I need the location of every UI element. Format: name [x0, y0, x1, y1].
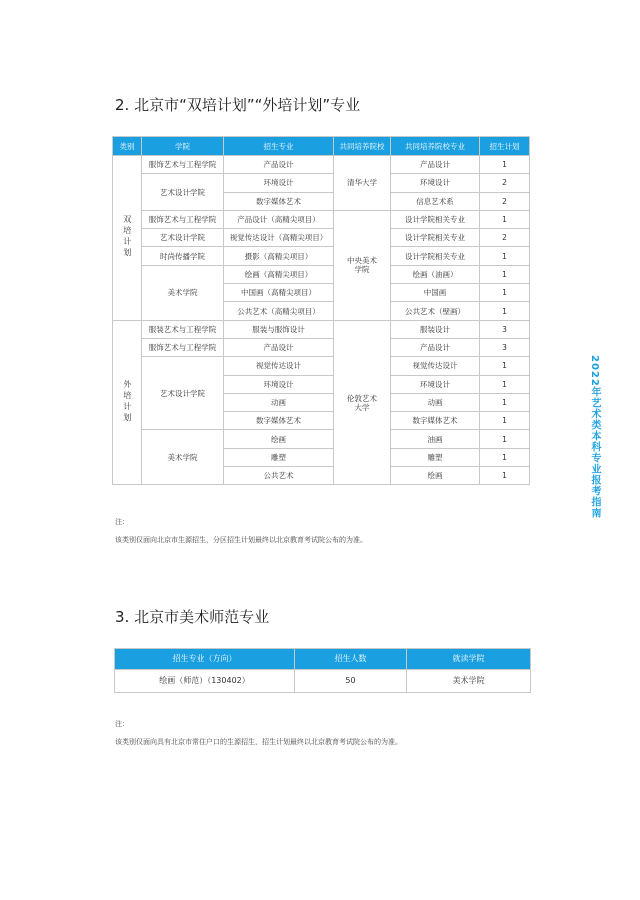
- college-cell: 艺术设计学院: [142, 357, 224, 430]
- table-row: [113, 357, 530, 375]
- art-teacher-table: [114, 648, 531, 693]
- major-cell: 视觉传达设计: [224, 357, 334, 375]
- partner-major-cell: 产品设计: [391, 156, 480, 174]
- note-label-1: 注：: [115, 518, 129, 526]
- header-quota: 招生计划: [480, 137, 530, 156]
- quota-cell: 1: [480, 265, 530, 283]
- college-cell: 艺术设计学院: [142, 174, 224, 211]
- partner-cell: [334, 320, 391, 485]
- quota-cell: 1: [480, 210, 530, 228]
- major-cell: 产品设计（高精尖项目）: [224, 210, 334, 228]
- quota-cell: 1: [480, 467, 530, 485]
- table-header-row: [113, 137, 530, 156]
- side-guide-title: 2022年艺术类本科专业报考指南: [589, 355, 600, 519]
- major-cell: 视觉传达设计（高精尖项目）: [224, 229, 334, 247]
- partner-major-cell: 信息艺术系: [391, 192, 480, 210]
- header-major: 招生专业（方向）: [115, 649, 295, 670]
- category-label: 外培计划: [122, 379, 132, 424]
- college-cell: 服饰艺术与工程学院: [142, 338, 224, 356]
- partner-major-cell: 动画: [391, 393, 480, 411]
- partner-major-cell: 中国画: [391, 284, 480, 302]
- category-label: 双培计划: [122, 214, 132, 259]
- major-cell: 摄影（高精尖项目）: [224, 247, 334, 265]
- major-cell: 公共艺术（高精尖项目）: [224, 302, 334, 320]
- partner-major-cell: 绘画: [391, 467, 480, 485]
- quota-cell: 1: [480, 430, 530, 448]
- table-row: [113, 338, 530, 356]
- partner-cell: [334, 210, 391, 320]
- college-cell: 服饰艺术与工程学院: [142, 156, 224, 174]
- partner-major-cell: 设计学院相关专业: [391, 210, 480, 228]
- major-cell: 雕塑: [224, 448, 334, 466]
- quota-cell: 2: [480, 229, 530, 247]
- header-count: 招生人数: [295, 649, 407, 670]
- category-cell: [113, 156, 142, 321]
- quota-cell: 1: [480, 412, 530, 430]
- table-row: [113, 229, 530, 247]
- note-text-1: 该类别仅面向北京市生源招生，分区招生计划最终以北京教育考试院公布的为准。: [115, 536, 367, 544]
- table-row: [113, 210, 530, 228]
- quota-cell: 3: [480, 338, 530, 356]
- major-cell: 绘画: [224, 430, 334, 448]
- major-cell: 环境设计: [224, 375, 334, 393]
- college-cell: 服饰艺术与工程学院: [142, 210, 224, 228]
- table-row: [113, 265, 530, 283]
- partner-major-cell: 雕塑: [391, 448, 480, 466]
- major-cell: 数字媒体艺术: [224, 412, 334, 430]
- note-text-2: 该类别仅面向具有北京市常住户口的生源招生，招生计划最终以北京教育考试院公布的为准。: [115, 738, 402, 746]
- table-row: [113, 430, 530, 448]
- partner-cell: 清华大学: [334, 156, 391, 211]
- partner-major-cell: 设计学院相关专业: [391, 229, 480, 247]
- header-partner-major: 共同培养院校专业: [391, 137, 480, 156]
- quota-cell: 1: [480, 247, 530, 265]
- header-college: 就读学院: [407, 649, 531, 670]
- quota-cell: 1: [480, 284, 530, 302]
- section-title-1: 2. 北京市“双培计划”“外培计划”专业: [115, 96, 361, 114]
- section-title-2: 3. 北京市美术师范专业: [115, 608, 270, 626]
- major-cell: 产品设计: [224, 338, 334, 356]
- partner-label: 中央美术学院: [347, 256, 377, 275]
- major-cell: 数字媒体艺术: [224, 192, 334, 210]
- table-row: [113, 174, 530, 192]
- partner-major-cell: 公共艺术（壁画）: [391, 302, 480, 320]
- table-row: [113, 156, 530, 174]
- table-row: [113, 320, 530, 338]
- partner-major-cell: 油画: [391, 430, 480, 448]
- college-cell: 美术学院: [407, 670, 531, 693]
- table-row: [113, 247, 530, 265]
- header-major: 招生专业: [224, 137, 334, 156]
- quota-cell: 1: [480, 448, 530, 466]
- table-header-row: [115, 649, 531, 670]
- header-category: 类别: [113, 137, 142, 156]
- quota-cell: 1: [480, 375, 530, 393]
- major-cell: 服装与服饰设计: [224, 320, 334, 338]
- quota-cell: 1: [480, 393, 530, 411]
- major-cell: 公共艺术: [224, 467, 334, 485]
- college-cell: 服装艺术与工程学院: [142, 320, 224, 338]
- college-cell: 美术学院: [142, 430, 224, 485]
- quota-cell: 2: [480, 192, 530, 210]
- table-row: [115, 670, 531, 693]
- partner-major-cell: 设计学院相关专业: [391, 247, 480, 265]
- partner-major-cell: 产品设计: [391, 338, 480, 356]
- college-cell: 美术学院: [142, 265, 224, 320]
- major-cell: 环境设计: [224, 174, 334, 192]
- quota-cell: 3: [480, 320, 530, 338]
- major-cell: 中国画（高精尖项目）: [224, 284, 334, 302]
- header-college: 学院: [142, 137, 224, 156]
- note-label-2: 注：: [115, 720, 129, 728]
- quota-cell: 1: [480, 357, 530, 375]
- major-cell: 产品设计: [224, 156, 334, 174]
- partner-major-cell: 环境设计: [391, 375, 480, 393]
- quota-cell: 1: [480, 156, 530, 174]
- count-cell: 50: [295, 670, 407, 693]
- partner-major-cell: 绘画（油画）: [391, 265, 480, 283]
- major-cell: 绘画（高精尖项目）: [224, 265, 334, 283]
- category-cell: [113, 320, 142, 485]
- partner-major-cell: 环境设计: [391, 174, 480, 192]
- partner-major-cell: 数字媒体艺术: [391, 412, 480, 430]
- college-cell: 艺术设计学院: [142, 229, 224, 247]
- major-cell: 绘画（师范）（130402）: [115, 670, 295, 693]
- partner-major-cell: 视觉传达设计: [391, 357, 480, 375]
- quota-cell: 1: [480, 302, 530, 320]
- quota-cell: 2: [480, 174, 530, 192]
- partner-major-cell: 服装设计: [391, 320, 480, 338]
- college-cell: 时尚传播学院: [142, 247, 224, 265]
- major-cell: 动画: [224, 393, 334, 411]
- header-partner: 共同培养院校: [334, 137, 391, 156]
- partner-label: 伦敦艺术大学: [347, 393, 377, 412]
- dual-plan-table: [112, 136, 530, 485]
